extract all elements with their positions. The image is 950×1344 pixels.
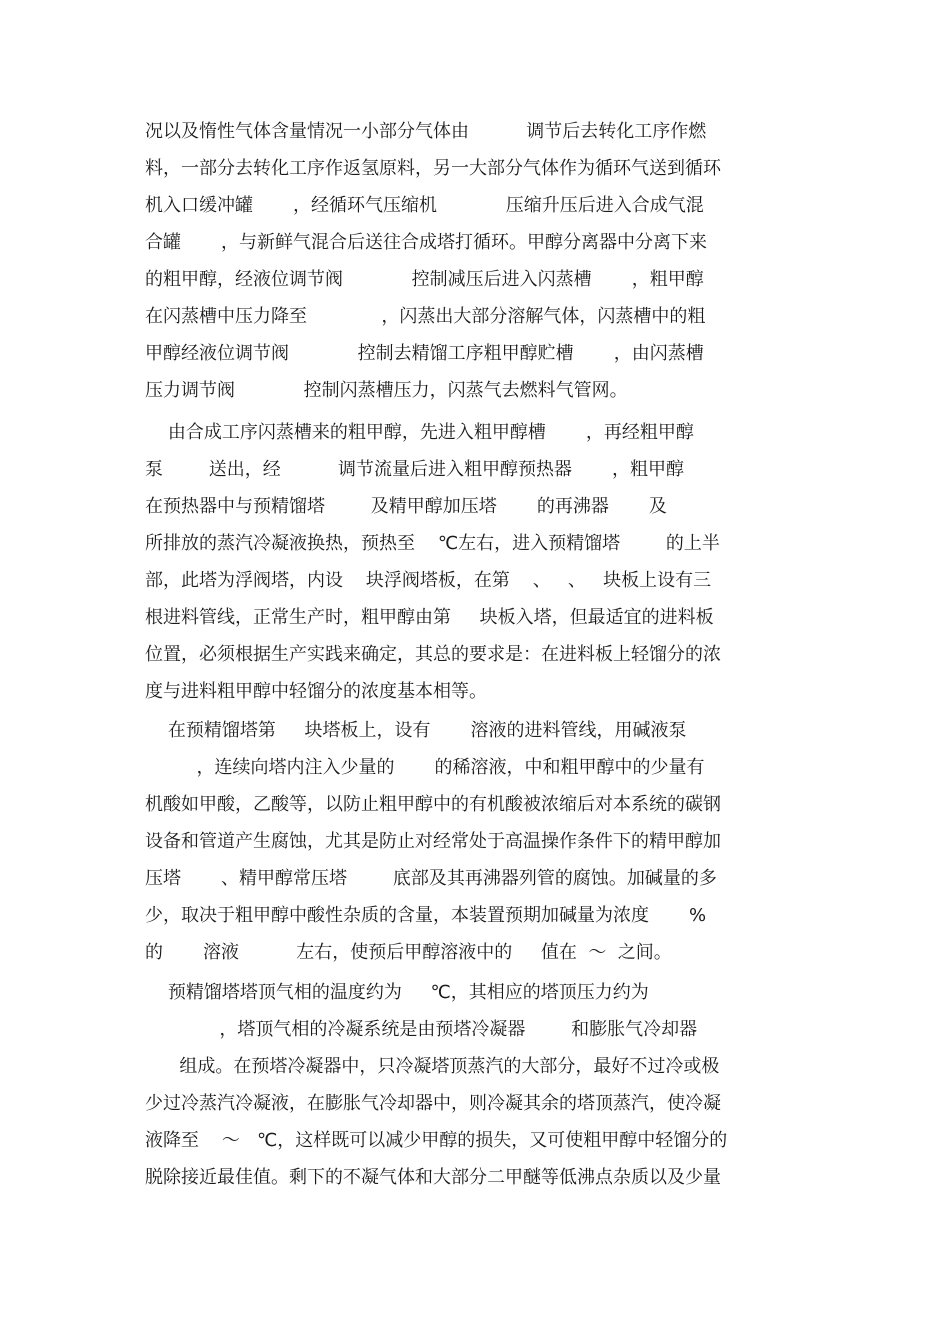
text-line-27: 少过冷蒸汽冷凝液，在膨胀气冷却器中，则冷凝其余的塔顶蒸汽，使冷凝 <box>145 1093 721 1114</box>
text-line-19: 机酸如甲酸，乙酸等，以防止粗甲醇中的有机酸被浓缩后对本系统的碳钢 <box>145 794 721 815</box>
text-line-23: 的 溶液 左右，使预后甲醇溶液中的 值在 ～ 之间。 <box>145 942 672 963</box>
text-line-20: 设备和管道产生腐蚀，尤其是防止对经常处于高温操作条件下的精甲醇加 <box>145 831 721 852</box>
text-line-5: 的粗甲醇，经液位调节阀 控制减压后进入闪蒸槽 ，粗甲醇 <box>145 269 704 290</box>
text-line-21: 压塔 、精甲醇常压塔 底部及其再沸器列管的腐蚀。加碱量的多 <box>145 868 717 889</box>
text-line-1: 况以及惰性气体含量情况一小部分气体由 调节后去转化工序作燃 <box>145 121 707 142</box>
text-line-28: 液降至 ～ ℃，这样既可以减少甲醇的损失，又可使粗甲醇中轻馏分的 <box>145 1130 728 1151</box>
text-line-26: 组成。在预塔冷凝器中，只冷凝塔顶蒸汽的大部分，最好不过冷或极 <box>145 1056 720 1077</box>
text-line-2: 料，一部分去转化工序作返氢原料，另一大部分气体作为循环气送到循环 <box>145 158 721 179</box>
text-line-25: ，塔顶气相的冷凝系统是由预塔冷凝器 和膨胀气冷却器 <box>145 1019 698 1040</box>
text-line-3: 机入口缓冲罐 ，经循环气压缩机 压缩升压后进入合成气混 <box>145 195 704 216</box>
text-line-16: 度与进料粗甲醇中轻馏分的浓度基本相等。 <box>145 681 487 702</box>
text-line-11: 在预热器中与预精馏塔 及精甲醇加压塔 的再沸器 及 <box>145 496 667 517</box>
text-line-13: 部，此塔为浮阀塔，内设 块浮阀塔板，在第 、 、 块板上设有三 <box>145 570 712 591</box>
text-line-12: 所排放的蒸汽冷凝液换热，预热至 ℃左右，进入预精馏塔 的上半 <box>145 533 720 554</box>
text-line-8: 压力调节阀 控制闪蒸槽压力，闪蒸气去燃料气管网。 <box>145 380 628 401</box>
text-line-7: 甲醇经液位调节阀 控制去精馏工序粗甲醇贮槽 ，由闪蒸槽 <box>145 343 704 364</box>
text-line-22: 少，取决于粗甲醇中酸性杂质的含量，本装置预期加碱量为浓度 % <box>145 905 707 926</box>
text-line-17: 在预精馏塔第 块塔板上，设有 溶液的进料管线，用碱液泵 <box>145 720 687 741</box>
text-line-6: 在闪蒸槽中压力降至 ，闪蒸出大部分溶解气体，闪蒸槽中的粗 <box>145 306 706 327</box>
text-line-9: 由合成工序闪蒸槽来的粗甲醇，先进入粗甲醇槽 ，再经粗甲醇 <box>145 422 694 443</box>
text-line-29: 脱除接近最佳值。剩下的不凝气体和大部分二甲醚等低沸点杂质以及少量 <box>145 1167 721 1188</box>
text-line-24: 预精馏塔塔顶气相的温度约为 ℃，其相应的塔顶压力约为 <box>145 982 649 1003</box>
text-line-4: 合罐 ，与新鲜气混合后送往合成塔打循环。甲醇分离器中分离下来 <box>145 232 708 253</box>
text-line-14: 根进料管线，正常生产时，粗甲醇由第 块板入塔，但最适宜的进料板 <box>145 607 714 628</box>
text-line-15: 位置，必须根据生产实践来确定，其总的要求是：在进料板上轻馏分的浓 <box>145 644 721 665</box>
text-line-10: 泵 送出，经 调节流量后进入粗甲醇预热器 ，粗甲醇 <box>145 459 685 480</box>
text-line-18: ，连续向塔内注入少量的 的稀溶液，中和粗甲醇中的少量有 <box>145 757 705 778</box>
